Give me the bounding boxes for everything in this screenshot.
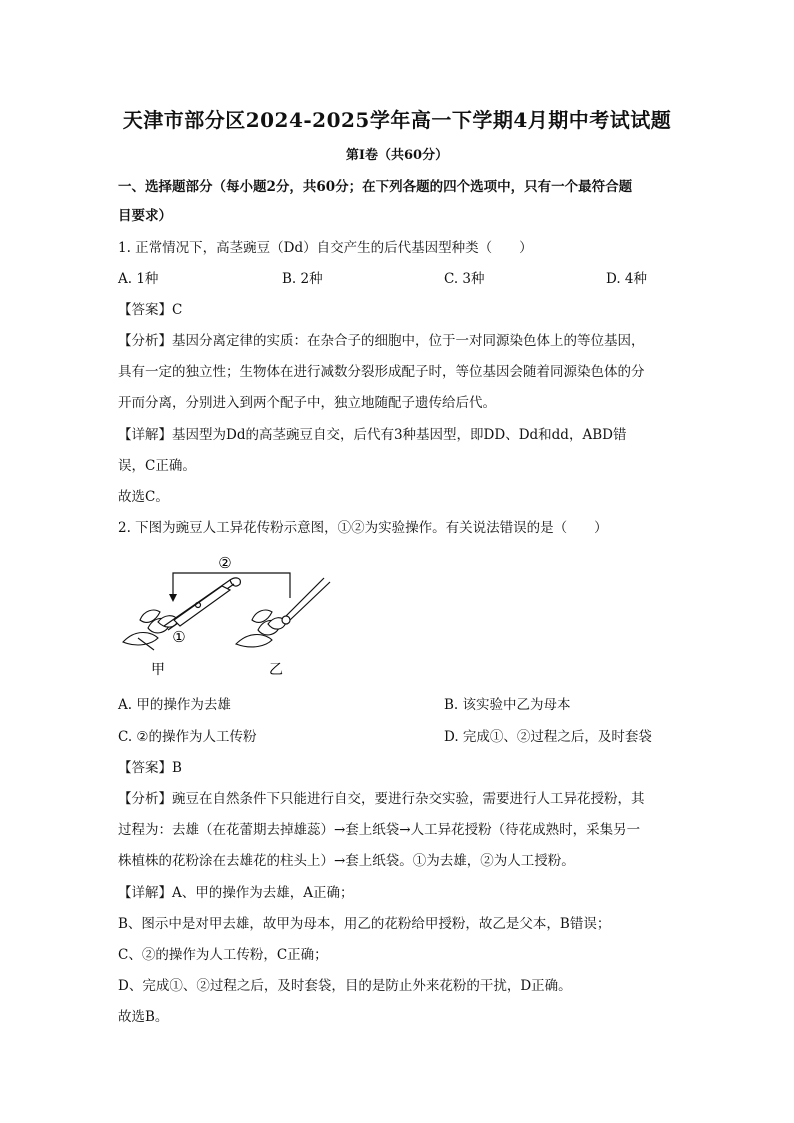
q2-detail-line: 【详解】A、甲的操作为去雄，A正确； [118,885,354,901]
page-title: 天津市部分区2024-2025学年高一下学期4月期中考试试题 [122,108,672,132]
q1-detail-line: 【详解】基因型为Dd的高茎豌豆自交，后代有3种基因型，即DD、Dd和dd，ABD错 [118,427,627,443]
section-heading-cont: 目要求） [118,208,172,224]
flower-jia-drawing [123,610,178,650]
label-jia: 甲 [151,662,165,678]
q2-detail-line: D、完成①、②过程之后，及时套袋，目的是防止外来花粉的干扰，D正确。 [118,978,572,994]
tweezers-yi-drawing [282,578,330,624]
q1-option-c: C. 3种 [444,271,485,287]
q1-analysis-line: 具有一定的独立性；生物体在进行减数分裂形成配子时，等位基因会随着同源染色体的分 [118,364,645,380]
page-subtitle: 第I卷（共60分） [345,148,449,163]
section-heading: 一、选择题部分（每小题2分，共60分；在下列各题的四个选项中，只有一个最符合题 [118,179,633,195]
q1-answer: 【答案】C [118,302,183,318]
q2-option-c: C. ②的操作为人工传粉 [118,729,257,745]
q2-option-a: A. 甲的操作为去雄 [118,697,231,713]
q1-option-a: A. 1种 [118,271,159,287]
q2-option-b: B. 该实验中乙为母本 [444,697,571,713]
q1-detail-line: 误，C正确。 [118,458,196,474]
q2-analysis-line: 过程为：去雄（在花蕾期去掉雄蕊）→套上纸袋→人工异花授粉（待花成熟时，采集另一 [118,822,641,838]
flower-yi-drawing [236,610,286,647]
q2-option-d: D. 完成①、②过程之后，及时套袋 [444,729,652,745]
question-1-stem: 1. 正常情况下，高茎豌豆（Dd）自交产生的后代基因型种类（ ） [118,240,533,256]
pollination-diagram [118,550,348,680]
q1-conclusion: 故选C。 [118,489,169,505]
label-circle-1: ① [172,628,186,646]
q1-option-d: D. 4种 [606,271,648,287]
q2-analysis-line: 【分析】豌豆在自然条件下只能进行自交，要进行杂交实验，需要进行人工异花授粉，其 [118,791,645,807]
q2-analysis-line: 株植株的花粉涂在去雄花的柱头上）→套上纸袋。①为去雄，②为人工授粉。 [118,853,575,869]
q2-detail-line: C、②的操作为人工传粉，C正确； [118,947,328,963]
label-circle-2: ② [218,554,232,572]
q1-analysis-line: 开而分离，分别进入到两个配子中，独立地随配子遗传给后代。 [118,395,496,411]
forceps-jia-drawing [164,578,240,630]
q1-option-b: B. 2种 [282,271,323,287]
question-2-stem: 2. 下图为豌豆人工异花传粉示意图，①②为实验操作。有关说法错误的是（ ） [118,520,608,536]
q1-analysis-line: 【分析】基因分离定律的实质：在杂合子的细胞中，位于一对同源染色体上的等位基因， [118,333,645,349]
q2-detail-line: B、图示中是对甲去雄，故甲为母本，用乙的花粉给甲授粉，故乙是父本，B错误； [118,916,611,932]
q2-answer: 【答案】B [118,760,182,776]
label-yi: 乙 [269,662,283,678]
q2-conclusion: 故选B。 [118,1009,169,1025]
